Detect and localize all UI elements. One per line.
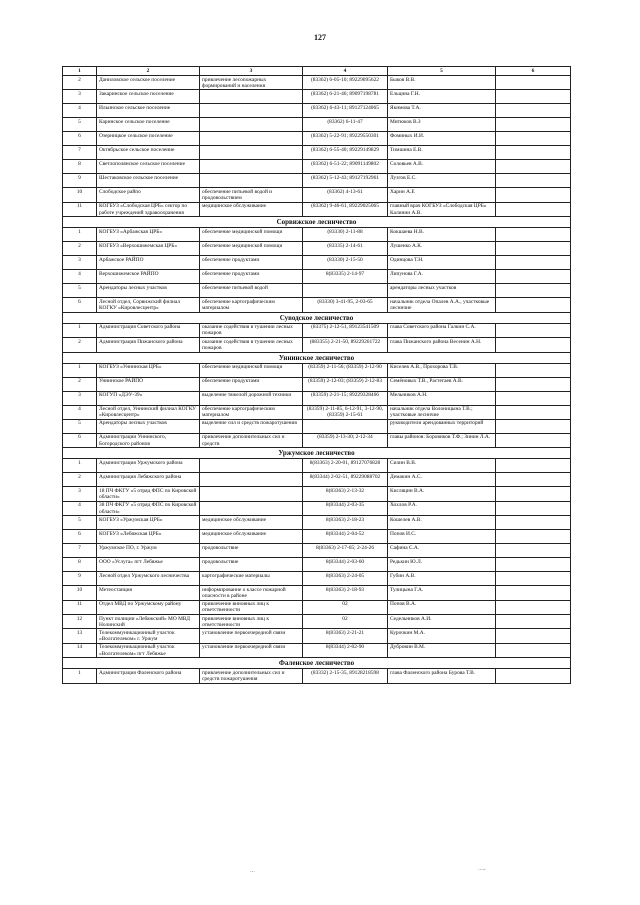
phone-cell: 8(83344) 2-04-52 <box>303 530 388 544</box>
contact-person-cell: Силин В.В. <box>388 459 496 473</box>
organization-cell: Лесной отдел, Сорвижский филиал КОГКУ «Кировлесцентр» <box>97 298 200 312</box>
contact-person-cell: руководители арендованных территорий <box>388 419 496 433</box>
note-cell <box>496 363 571 377</box>
contact-person-cell: Хохлов Р.А. <box>388 501 496 515</box>
table-row <box>63 615 571 629</box>
function-cell: продовольствие <box>200 558 303 572</box>
row-number: 3 <box>63 90 97 104</box>
table-row <box>63 284 571 298</box>
note-cell <box>496 202 571 216</box>
function-cell: медицинское обслуживание <box>200 202 303 216</box>
table-row <box>63 118 571 132</box>
function-cell: обеспечение медицинской помощи <box>200 242 303 256</box>
note-cell <box>496 76 571 90</box>
contacts-table <box>62 66 571 684</box>
organization-cell: КОГУП «ДЭУ-39» <box>97 391 200 405</box>
phone-cell: (83362) 5-22-91; 89229550301 <box>303 132 388 146</box>
scan-artifact: ·-·~ <box>478 868 486 873</box>
section-title: Суводское лесничество <box>63 312 571 323</box>
phone-cell: 8(83335) 2-14-97 <box>303 270 388 284</box>
phone-cell: 8(83363) 2-24-05 <box>303 572 388 586</box>
table-row <box>63 146 571 160</box>
row-number: 1 <box>63 669 97 683</box>
row-number: 5 <box>63 284 97 298</box>
function-cell: обеспечение питьевой водой <box>200 284 303 298</box>
table-row <box>63 433 571 447</box>
table-row <box>63 242 571 256</box>
phone-cell: (83362) 9-46-61, 89229025065 <box>303 202 388 216</box>
organization-cell: КОГБУЗ «Верхошижемская ЦРБ» <box>97 242 200 256</box>
row-number: 4 <box>63 270 97 284</box>
organization-cell: Светлополянское сельское поселение <box>97 160 200 174</box>
table-row <box>63 643 571 657</box>
row-number: 10 <box>63 188 97 202</box>
organization-cell: Даниловское сельское поселение <box>97 76 200 90</box>
function-cell: обеспечение продуктами <box>200 377 303 391</box>
contact-person-cell: Лушенко А.К. <box>388 242 496 256</box>
column-number-row <box>63 67 571 76</box>
section-heading-row <box>63 217 571 228</box>
row-number: 3 <box>63 391 97 405</box>
table-row <box>63 669 571 683</box>
organization-cell: Лесной отдел, Уннинский филиал КОГКУ «Кировлесцентр» <box>97 405 200 419</box>
contact-person-cell: Сафина С.А. <box>388 544 496 558</box>
function-cell: медицинское обслуживание <box>200 530 303 544</box>
note-cell <box>496 473 571 487</box>
row-number: 4 <box>63 501 97 515</box>
function-cell: обеспечение медицинской помощи <box>200 228 303 242</box>
note-cell <box>496 284 571 298</box>
note-cell <box>496 405 571 419</box>
phone-cell <box>303 284 388 298</box>
section-title: Сорвижское лесничество <box>63 217 571 228</box>
row-number: 2 <box>63 377 97 391</box>
contact-person-cell: Мельников А.Н. <box>388 391 496 405</box>
row-number: 9 <box>63 572 97 586</box>
table-body <box>63 67 571 684</box>
note-cell <box>496 629 571 643</box>
phone-cell: (83362) 6-21-46; 89097198781 <box>303 90 388 104</box>
phone-cell: 8(83363) 2-21-21 <box>303 629 388 643</box>
function-cell <box>200 132 303 146</box>
note-cell <box>496 146 571 160</box>
row-number: 2 <box>63 242 97 256</box>
note-cell <box>496 544 571 558</box>
contact-person-cell: Демакин А.С. <box>388 473 496 487</box>
note-cell <box>496 270 571 284</box>
note-cell <box>496 615 571 629</box>
phone-cell: (83362) 4-13-61 <box>303 188 388 202</box>
note-cell <box>496 669 571 683</box>
function-cell: картографические материалы <box>200 572 303 586</box>
section-heading-row <box>63 312 571 323</box>
table-row <box>63 516 571 530</box>
phone-cell: 8(83363) 2-20-01, 89127076828 <box>303 459 388 473</box>
table-row <box>63 202 571 216</box>
phone-cell: 8(83344) 2-02-51, 89229088702 <box>303 473 388 487</box>
phone-cell: (83330) 2-15-50 <box>303 256 388 270</box>
row-number: 5 <box>63 118 97 132</box>
note-cell <box>496 459 571 473</box>
organization-cell: Озерницкое сельское поселение <box>97 132 200 146</box>
organization-cell: Телекоммуникационный участок «Волгателеком» пгт Лебяжье <box>97 643 200 657</box>
row-number: 10 <box>63 586 97 600</box>
contact-person-cell: Лузгов Е.С. <box>388 174 496 188</box>
contact-person-cell: начальник отдела Опалев А.А., участковые лесничие <box>388 298 496 312</box>
function-cell: установление первоочередной связи <box>200 643 303 657</box>
function-cell: оказание содействия в тушении лесных пожаров <box>200 338 303 352</box>
note-cell <box>496 228 571 242</box>
row-number: 5 <box>63 419 97 433</box>
function-cell: выделение сил и средств пожаротушения <box>200 419 303 433</box>
contact-person-cell: глава Фаленского района Бурова Т.В. <box>388 669 496 683</box>
page-number: 127 <box>314 33 326 42</box>
table-row <box>63 338 571 352</box>
row-number: 2 <box>63 76 97 90</box>
phone-cell: (883355) 2-21-50, 89229261722 <box>303 338 388 352</box>
scan-artifact: ·-· <box>250 870 255 875</box>
function-cell: информирование о классе пожарной опасности в районе <box>200 586 303 600</box>
function-cell: установление первоочередной связи <box>200 629 303 643</box>
note-cell <box>496 600 571 614</box>
function-cell: привлечение лесопожарных формирований и населения <box>200 76 303 90</box>
table-row <box>63 298 571 312</box>
phone-cell: (83359) 2-12-03; (83359) 2-12-83 <box>303 377 388 391</box>
contact-person-cell: Курочкин М.А. <box>388 629 496 643</box>
note-cell <box>496 643 571 657</box>
note-cell <box>496 174 571 188</box>
table-row <box>63 76 571 90</box>
section-heading-row <box>63 352 571 363</box>
phone-cell: (83330) 2-11-88 <box>303 228 388 242</box>
table-row <box>63 405 571 419</box>
note-cell <box>496 572 571 586</box>
note-cell <box>496 90 571 104</box>
function-cell: обеспечение продуктами <box>200 256 303 270</box>
organization-cell: КОГБУЗ «Уржумская ЦРБ» <box>97 516 200 530</box>
organization-cell: Арендаторы лесных участков <box>97 419 200 433</box>
function-cell: привлечение дополнительных сил и средств <box>200 433 303 447</box>
table-row <box>63 90 571 104</box>
organization-cell: Каринское сельское поселение <box>97 118 200 132</box>
contact-person-cell: Харин А.Е <box>388 188 496 202</box>
organization-cell: Ильинское сельское поселение <box>97 104 200 118</box>
phone-cell: (83375) 2-12-51, 89123541509 <box>303 323 388 337</box>
organization-cell: Закаринское сельское поселение <box>97 90 200 104</box>
table-row <box>63 572 571 586</box>
note-cell <box>496 160 571 174</box>
section-title: Уржумское лесничество <box>63 448 571 459</box>
row-number: 7 <box>63 146 97 160</box>
row-number: 4 <box>63 104 97 118</box>
table-row <box>63 473 571 487</box>
organization-cell: Телекоммуникационный участок «Волгателеком» г. Уржум <box>97 629 200 643</box>
phone-cell: (83332) 2-15-35, 89128218598 <box>303 669 388 683</box>
function-cell: медицинское обслуживание <box>200 516 303 530</box>
table-row <box>63 256 571 270</box>
note-cell <box>496 516 571 530</box>
contact-person-cell: Дубровин В.М. <box>388 643 496 657</box>
row-number: 6 <box>63 132 97 146</box>
row-number: 6 <box>63 530 97 544</box>
phone-cell: (83362) 6-55-40; 89229149829 <box>303 146 388 160</box>
table-row <box>63 132 571 146</box>
table-row <box>63 586 571 600</box>
row-number: 1 <box>63 459 97 473</box>
function-cell: привлечение виновных лиц к ответственности <box>200 600 303 614</box>
column-number: 2 <box>97 67 200 76</box>
row-number: 9 <box>63 174 97 188</box>
row-number: 3 <box>63 256 97 270</box>
contact-person-cell: Киселев А.В., Прохорова Т.В. <box>388 363 496 377</box>
row-number: 7 <box>63 544 97 558</box>
phone-cell: 8(83344) 2-03-35 <box>303 501 388 515</box>
organization-cell: ООО «Услуга» пгт Лебяжье <box>97 558 200 572</box>
contact-person-cell: глава Советского района Галкин С.А. <box>388 323 496 337</box>
table-row <box>63 459 571 473</box>
function-cell: выделение тяжелой дорожной техники <box>200 391 303 405</box>
note-cell <box>496 256 571 270</box>
table-row <box>63 487 571 501</box>
contact-person-cell: Липунова Г.А. <box>388 270 496 284</box>
column-number: 6 <box>496 67 571 76</box>
organization-cell: Администрация Фаленского района <box>97 669 200 683</box>
note-cell <box>496 558 571 572</box>
contact-person-cell: Семёновых Т.В., Растегаев А.В. <box>388 377 496 391</box>
table-row <box>63 558 571 572</box>
phone-cell <box>303 419 388 433</box>
row-number: 2 <box>63 338 97 352</box>
function-cell: обеспечение продуктами <box>200 270 303 284</box>
phone-cell: (83330) 3-41-95, 2-03-65 <box>303 298 388 312</box>
function-cell <box>200 118 303 132</box>
note-cell <box>496 242 571 256</box>
note-cell <box>496 377 571 391</box>
contact-person-cell: Фоминых И.И. <box>388 132 496 146</box>
row-number: 1 <box>63 228 97 242</box>
contact-person-cell: Тулицына Г.А. <box>388 586 496 600</box>
contact-person-cell: Соловьев А.В. <box>388 160 496 174</box>
table-row <box>63 323 571 337</box>
organization-cell: Администрация Пижанского района <box>97 338 200 352</box>
row-number: 4 <box>63 405 97 419</box>
table-row <box>63 104 571 118</box>
function-cell: обеспечение картографическим материалом <box>200 298 303 312</box>
phone-cell: 02 <box>303 600 388 614</box>
phone-cell: (83359) 2-13-30; 2-12-34 <box>303 433 388 447</box>
column-number: 4 <box>303 67 388 76</box>
note-cell <box>496 530 571 544</box>
row-number: 8 <box>63 558 97 572</box>
note-cell <box>496 586 571 600</box>
phone-cell: 8(83363) 2-17-65; 2-24-26 <box>303 544 388 558</box>
table-row <box>63 174 571 188</box>
phone-cell: (83362) 6-43-11; 89127124065 <box>303 104 388 118</box>
organization-cell: КОГБУЗ «Арбажская ЦРБ» <box>97 228 200 242</box>
organization-cell: Отдел МВД по Уржумскому району <box>97 600 200 614</box>
section-heading-row <box>63 448 571 459</box>
phone-cell: 8(83363) 2-13-32 <box>303 487 388 501</box>
contact-person-cell: Ельцина Г.Н. <box>388 90 496 104</box>
phone-cell: 8(83344) 2-03-60 <box>303 558 388 572</box>
note-cell <box>496 323 571 337</box>
phone-cell: (83362) 6-51-22; 89091149802 <box>303 160 388 174</box>
contact-person-cell: Кошелев А.В. <box>388 516 496 530</box>
table-row <box>63 419 571 433</box>
function-cell <box>200 104 303 118</box>
section-heading-row <box>63 658 571 669</box>
organization-cell: Метеостанция <box>97 586 200 600</box>
table-row <box>63 530 571 544</box>
phone-cell: (83359) 2-21-15; 89229328466 <box>303 391 388 405</box>
note-cell <box>496 188 571 202</box>
table-row <box>63 228 571 242</box>
function-cell: обеспечение медицинской помощи <box>200 363 303 377</box>
note-cell <box>496 433 571 447</box>
contact-person-cell: Митюков В.З <box>388 118 496 132</box>
contact-person-cell: Одинцова Т.Н. <box>388 256 496 270</box>
organization-cell: Верхошижемское РАЙПО <box>97 270 200 284</box>
organization-cell: Слободское райпо <box>97 188 200 202</box>
contact-person-cell: Седельников А.И. <box>388 615 496 629</box>
function-cell <box>200 487 303 501</box>
contact-person-cell: глава Пижанского района Весенин А.Н. <box>388 338 496 352</box>
contact-person-cell: Быков В.В. <box>388 76 496 90</box>
organization-cell: Администрация Уржумского района <box>97 459 200 473</box>
contact-person-cell: Попов И.С. <box>388 530 496 544</box>
function-cell <box>200 90 303 104</box>
phone-cell: (83362) 6-05-10; 89229095622 <box>303 76 388 90</box>
function-cell: привлечение дополнительных сил и средств пожаротушения <box>200 669 303 683</box>
row-number: 5 <box>63 516 97 530</box>
phone-cell: 8(83363) 2-18-23 <box>303 516 388 530</box>
organization-cell: КОГБУЗ «Лебяжская ЦРБ» <box>97 530 200 544</box>
function-cell <box>200 160 303 174</box>
contact-person-cell: главный врач КОГБУЗ «Слободская ЦРБ» Калинин А.В. <box>388 202 496 216</box>
table-row <box>63 391 571 405</box>
phone-cell: (83359) 2-11-85, 6-12-91, 3-12-90, (83359) 2-15-61 <box>303 405 388 419</box>
organization-cell: КОГБУЗ «Уннинская ЦРБ» <box>97 363 200 377</box>
organization-cell: 38 ПЧ ФКГУ «5 отряд ФПС по Кировской области» <box>97 501 200 515</box>
table-row <box>63 501 571 515</box>
function-cell: привлечение виновных лиц к ответственности <box>200 615 303 629</box>
function-cell <box>200 146 303 160</box>
function-cell <box>200 501 303 515</box>
phone-cell: (83362) 5-12-43; 89127192961 <box>303 174 388 188</box>
row-number: 13 <box>63 629 97 643</box>
phone-cell: 8(83363) 2-18-93 <box>303 586 388 600</box>
note-cell <box>496 501 571 515</box>
function-cell: обеспечение питьевой водой и продовольствием <box>200 188 303 202</box>
organization-cell: Лесной отдел Уржумского лесничества <box>97 572 200 586</box>
row-number: 3 <box>63 487 97 501</box>
organization-cell: Пункт полиции «Лебяжский» МО МВД Нолинский <box>97 615 200 629</box>
row-number: 14 <box>63 643 97 657</box>
table-row <box>63 363 571 377</box>
table-row <box>63 270 571 284</box>
note-cell <box>496 118 571 132</box>
column-number: 1 <box>63 67 97 76</box>
organization-cell: Арендаторы лесных участков <box>97 284 200 298</box>
row-number: 8 <box>63 160 97 174</box>
organization-cell: Арбажское РАЙПО <box>97 256 200 270</box>
organization-cell: Уннинское РАЙПО <box>97 377 200 391</box>
row-number: 11 <box>63 202 97 216</box>
organization-cell: Уржумское ПО, г. Уржум <box>97 544 200 558</box>
contact-person-cell: арендаторы лесных участков <box>388 284 496 298</box>
phone-cell: (83335) 2-14-61 <box>303 242 388 256</box>
contact-person-cell: Редькин Ю.Л. <box>388 558 496 572</box>
section-title: Уннинское лесничество <box>63 352 571 363</box>
note-cell <box>496 298 571 312</box>
table-row <box>63 377 571 391</box>
column-number: 5 <box>388 67 496 76</box>
phone-cell: (83362) 6-11-47 <box>303 118 388 132</box>
contact-person-cell: главы районов: Боровиков Т.Ф.; Зинин Л.А. <box>388 433 496 447</box>
row-number: 1 <box>63 323 97 337</box>
table-row <box>63 600 571 614</box>
contact-person-cell: начальник отдела Волоницына Т.В.; участковые лесничие <box>388 405 496 419</box>
row-number: 1 <box>63 363 97 377</box>
contact-person-cell: Якимова Т.А. <box>388 104 496 118</box>
function-cell <box>200 473 303 487</box>
function-cell: оказание содействия в тушении лесных пожаров <box>200 323 303 337</box>
contact-person-cell: Губин А.В. <box>388 572 496 586</box>
contact-person-cell: Тимшина Е.В. <box>388 146 496 160</box>
function-cell: обеспечение картографическим материалом <box>200 405 303 419</box>
row-number: 6 <box>63 433 97 447</box>
row-number: 6 <box>63 298 97 312</box>
function-cell <box>200 459 303 473</box>
organization-cell: КОГБУЗ «Слободская ЦРБ» сектор по работе учреждений здравоохранения <box>97 202 200 216</box>
note-cell <box>496 104 571 118</box>
note-cell <box>496 487 571 501</box>
table-row <box>63 629 571 643</box>
contact-person-cell: Кисляцин В.А. <box>388 487 496 501</box>
organization-cell: Шестаковское сельское поселение <box>97 174 200 188</box>
function-cell: продовольствие <box>200 544 303 558</box>
row-number: 11 <box>63 600 97 614</box>
organization-cell: Администрация Лебяжского района <box>97 473 200 487</box>
note-cell <box>496 391 571 405</box>
column-number: 3 <box>200 67 303 76</box>
note-cell <box>496 419 571 433</box>
table-row <box>63 188 571 202</box>
organization-cell: Администрация Советского района <box>97 323 200 337</box>
phone-cell: 02 <box>303 615 388 629</box>
phone-cell: 8(83344) 2-02-90 <box>303 643 388 657</box>
note-cell <box>496 338 571 352</box>
organization-cell: Октябрьское сельское поселение <box>97 146 200 160</box>
row-number: 2 <box>63 473 97 487</box>
table-row <box>63 160 571 174</box>
row-number: 12 <box>63 615 97 629</box>
function-cell <box>200 174 303 188</box>
contact-person-cell: Кокшаева Н.В. <box>388 228 496 242</box>
organization-cell: 18 ПЧ ФКГУ «5 отряд ФПС по Кировской области» <box>97 487 200 501</box>
organization-cell: Администрации Уннинского, Богородского районов <box>97 433 200 447</box>
contact-person-cell: Попов В.А. <box>388 600 496 614</box>
note-cell <box>496 132 571 146</box>
phone-cell: (83359) 2-11-56; (83359) 2-12-90 <box>303 363 388 377</box>
table-row <box>63 544 571 558</box>
section-title: Фаленское лесничество <box>63 658 571 669</box>
